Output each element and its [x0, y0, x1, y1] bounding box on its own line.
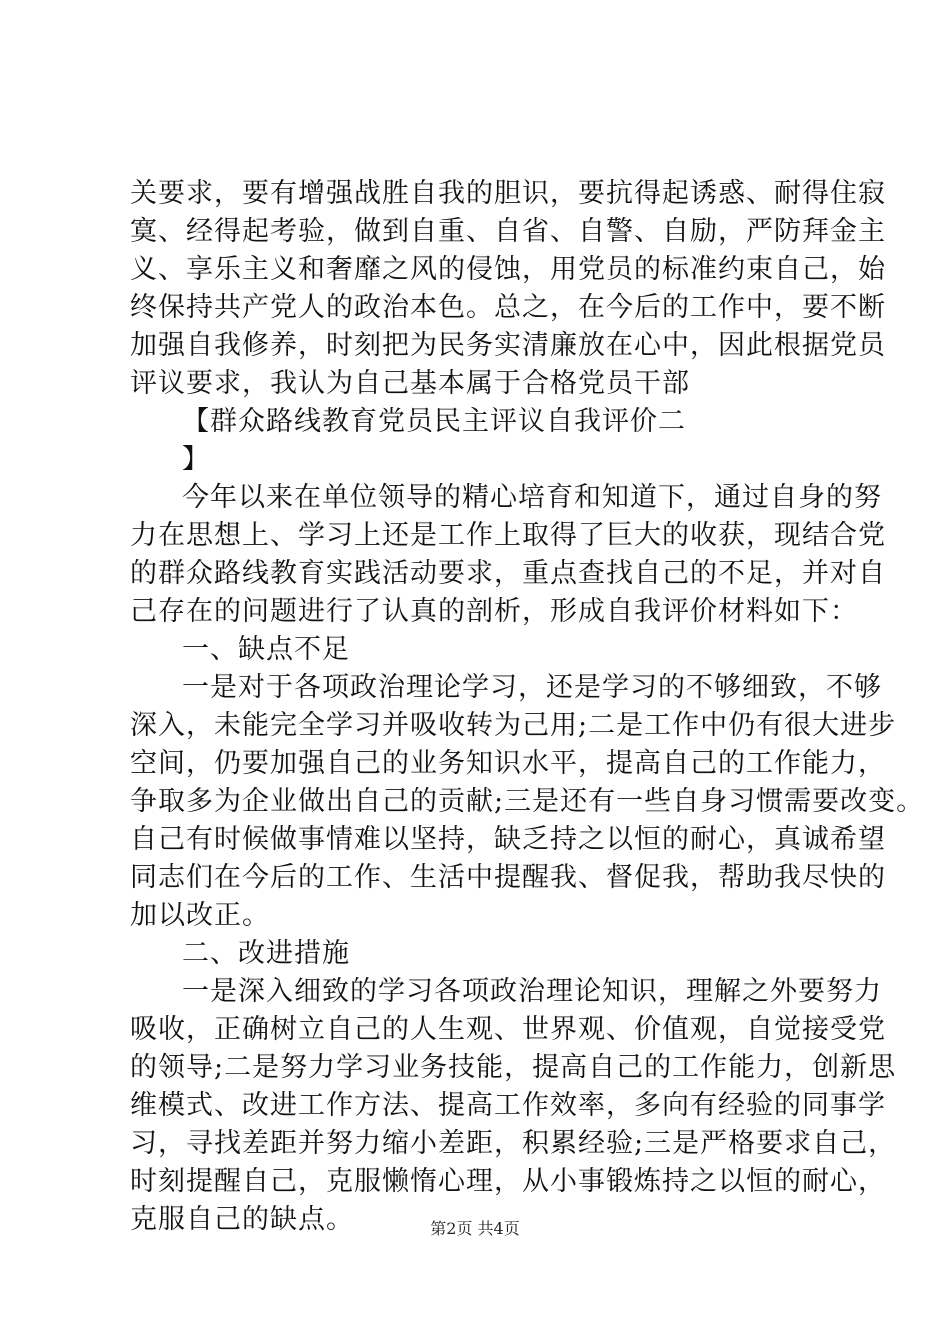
text-line: 的群众路线教育实践活动要求，重点查找自己的不足，并对自: [130, 558, 886, 589]
text-line: 义、享乐主义和奢靡之风的侵蚀，用党员的标准约束自己，始: [130, 254, 886, 285]
text-line: 加以改正。: [130, 900, 270, 931]
text-line: 自己有时候做事情难以坚持，缺乏持之以恒的耐心，真诚希望: [130, 824, 886, 855]
text-line: 吸收，正确树立自己的人生观、世界观、价值观，自觉接受党: [130, 1014, 886, 1045]
heading-improvements: 二、改进措施: [182, 938, 350, 969]
page-number-footer: 第2页 共4页: [430, 1219, 520, 1238]
text-line: 加强自我修养，时刻把为民务实清廉放在心中，因此根据党员: [130, 330, 886, 361]
text-line: 一是对于各项政治理论学习，还是学习的不够细致，不够: [182, 672, 882, 703]
heading-shortcomings: 一、缺点不足: [182, 634, 350, 665]
text-line: 深入，未能完全学习并吸收转为己用;二是工作中仍有很大进步: [130, 710, 897, 741]
text-line: 的领导;二是努力学习业务技能，提高自己的工作能力，创新思: [130, 1052, 897, 1083]
text-line: 维模式、改进工作方法、提高工作效率，多向有经验的同事学: [130, 1090, 886, 1121]
text-line: 己存在的问题进行了认真的剖析，形成自我评价材料如下：: [130, 596, 858, 627]
text-line: 习，寻找差距并努力缩小差距，积累经验;三是严格要求自己，: [130, 1128, 897, 1159]
text-line: 空间，仍要加强自己的业务知识水平，提高自己的工作能力，: [130, 748, 886, 779]
text-line: 寞、经得起考验，做到自重、自省、自警、自励，严防拜金主: [130, 216, 886, 247]
text-line: 一是深入细致的学习各项政治理论知识，理解之外要努力: [182, 976, 882, 1007]
text-line: 评议要求，我认为自己基本属于合格党员干部: [130, 368, 690, 399]
text-line: 关要求，要有增强战胜自我的胆识，要抗得起诱惑、耐得住寂: [130, 178, 886, 209]
text-line: 今年以来在单位领导的精心培育和知道下，通过自身的努: [182, 482, 882, 513]
text-line: 时刻提醒自己，克服懒惰心理，从小事锻炼持之以恒的耐心，: [130, 1166, 886, 1197]
section-title: 【群众路线教育党员民主评议自我评价二: [182, 406, 686, 437]
text-line: 争取多为企业做出自己的贡献;三是还有一些自身习惯需要改变。: [130, 786, 925, 817]
text-line: 克服自己的缺点。: [130, 1204, 354, 1235]
text-line: 终保持共产党人的政治本色。总之，在今后的工作中，要不断: [130, 292, 886, 323]
text-line: 力在思想上、学习上还是工作上取得了巨大的收获，现结合党: [130, 520, 886, 551]
text-line: 同志们在今后的工作、生活中提醒我、督促我，帮助我尽快的: [130, 862, 886, 893]
section-title-bracket: 】: [182, 444, 210, 475]
